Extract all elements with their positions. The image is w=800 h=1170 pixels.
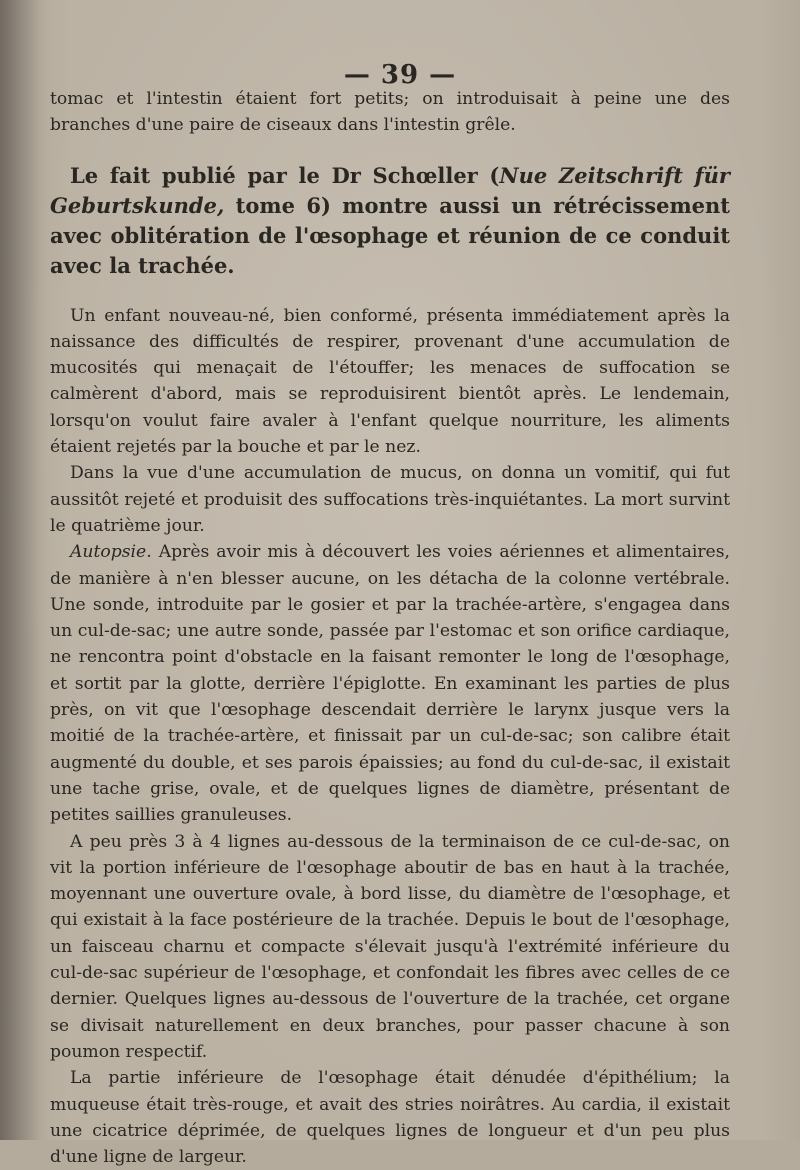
autopsy-paragraph: [50, 539, 730, 828]
case-paragraph-1: Un enfant nouveau-né, bien conformé, présenta immédiatement après la naissance des difficultés de respirer, provenant d'une accumulation de mucosités qui menaçait de l'étouffer; les menaces de suffocation se calmèrent d'abord, mais se reproduisirent bientôt après. Le lendemain, lorsqu'on voulut faire avaler à l'enfant quelque nourriture, les aliments étaient rejetés par la bouche et par le nez.: [50, 305, 730, 458]
journal-reference: Nue Zeitschrift für Geburtskunde,: [50, 162, 730, 218]
case-paragraph-3: A peu près 3 à 4 lignes au-dessous de la terminaison de ce cul-de-sac, on vit la portion inférieure de l'œsophage aboutir de bas en haut à la trachée, moyennant une ouverture ovale, à bord lisse, du diamètre de l'œsophage, et qui existait à la face postérieure de la trachée. Depuis le bout de l'œsophage, un faisceau charnu et compacte s'élevait jusqu'à l'extrémité inférieure du cul-de-sac supérieur de l'œsophage, et confondait les fibres avec celles de ce dernier. Quelques lignes au-dessous de l'ouverture de la trachée, cet organe se divisait naturellement en deux branches, pour passer chacune à son poumon respectif.: [50, 831, 730, 1062]
intro-paragraph: tomac et l'intestin étaient fort petits; on introduisait à peine une des branches d'une paire de ciseaux dans l'intestin grêle.: [50, 89, 730, 136]
autopsy-label: Autopsie.: [70, 542, 152, 563]
page-body: [50, 86, 730, 1170]
page-spine-shadow: [0, 0, 40, 1140]
page-number: — 39 —: [343, 60, 457, 90]
quote-before: Le fait publié par le Dr Schœller (: [70, 162, 500, 188]
quote-after: tome 6) montre aussi un rétrécissement avec oblitération de l'œsophage et réunion de ce conduit avec la trachée.: [50, 192, 730, 278]
case-paragraph-4: La partie inférieure de l'œsophage était dénudée d'épithélium; la muqueuse était très-rouge, et avait des stries noirâtres. Au cardia, il existait une cicatrice déprimée, de quelques lignes de longueur et d'un peu plus d'une ligne de largeur.: [50, 1068, 730, 1168]
autopsy-text: Après avoir mis à découvert les voies aériennes et alimentaires, de manière à n'en blesser aucune, on les détacha de la colonne vertébrale. Une sonde, introduite par le gosier et par la trachée-artère, s'engagea dans un cul-de-sac; une autre sonde, passée par l'estomac et son orifice cardiaque, ne rencontra point d'obstacle en la faisant remonter le long de l'œsophage, et sortit par la glotte, derrière l'épiglotte. En examinant les parties de plus près, on vit que l'œsophage descendait derrière le larynx jusque vers la moitié de la trachée-artère, et finissait par un cul-de-sac; son calibre était augmenté du double, et ses parois épaissies; au fond du cul-de-sac, il existait une tache grise, ovale, et de quelques lignes de diamètre, présentant de petites saillies granuleuses.: [50, 542, 730, 826]
case-paragraph-2: Dans la vue d'une accumulation de mucus, on donna un vomitif, qui fut aussitôt rejeté et produisit des suffocations très-inquiétantes. La mort survint le quatrième jour.: [50, 463, 730, 536]
quoted-case-summary: [50, 161, 730, 281]
